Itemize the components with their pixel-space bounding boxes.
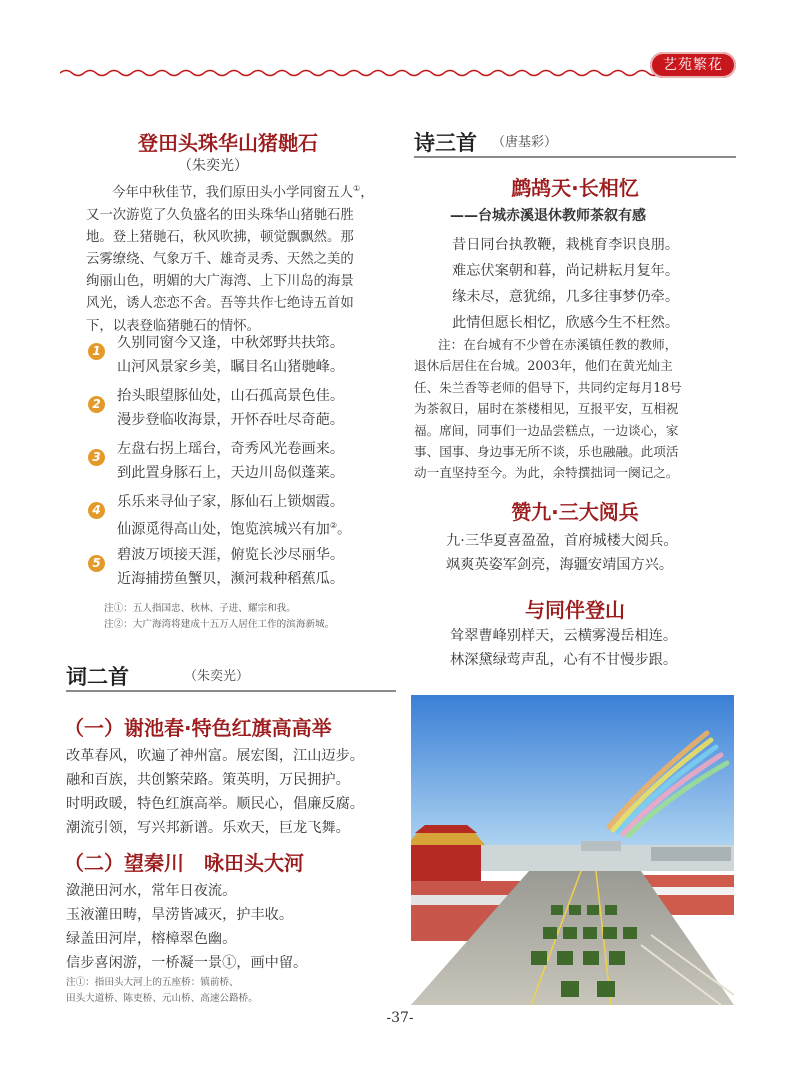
ci-part1-title: （一）谢池春·特色红旗高高举: [64, 716, 332, 740]
poem1-subtitle: ——台城赤溪退休教师茶叙有感: [450, 208, 646, 224]
ci-part1-body: 改革春风，吹遍了神州富。展宏图，江山迈步。 融和百族，共创繁荣路。策英明，万民拥护。 时明政暖，特色红旗高举。顺民心，倡廉反腐。 潮流引领，写兴邦新谱。乐欢天，巨龙飞舞。: [66, 748, 364, 836]
poem1-body: 昔日同台执教鞭，栽桃育李识良朋。 难忘伏案朝和暮，尚记耕耘月复年。 缘未尽，意犹绵，几多往事梦仍牵。 此情但愿长相忆，欣感今生不枉然。: [452, 237, 680, 331]
section-badge: 艺苑繁花: [650, 52, 736, 78]
poem-title: 登田头珠华山猪毑石: [138, 131, 318, 155]
parade-photo: [411, 695, 734, 1005]
intro-line: 绚丽山色，明媚的大广海湾、上下川岛的海景: [86, 274, 354, 290]
ci-part2-title: （二）望秦川 咏田头大河: [64, 851, 304, 875]
intro-line: 风光，诱人恋恋不舍。吾等共作七绝诗五首如: [86, 296, 354, 312]
stanza-1: 久别同窗今又逢，中秋郊野共扶筇。 山河风景家乡美，瞩目名山猪毑峰。: [117, 335, 345, 375]
stanza-number-3: 3: [88, 449, 105, 466]
section-author-shi: （唐基彩）: [492, 135, 558, 150]
ci-notes: 注①：指田头大河上的五座桥：镇前桥、 田头大道桥、陈吏桥、元山桥、高速公路桥。: [66, 977, 258, 1004]
stanza-number-5: 5: [88, 555, 105, 572]
intro-line: 云雾缭绕、气象万千、雄奇灵秀、天然之美的: [86, 252, 354, 268]
stanza-number-4: 4: [88, 502, 105, 519]
stanza-number-1: 1: [88, 343, 105, 360]
section-author-ci: （朱奕光）: [184, 669, 250, 684]
stanza-2: 抬头眼望豚仙处，山石孤高景色佳。 漫步登临收海景，开怀吞吐尽奇葩。: [117, 388, 345, 428]
poem1-note: 注：在台城有不少曾在赤溪镇任教的教师， 退休后居住在台城。2003年，他们在黄光灿主 任、朱兰香等老师的倡导下，共同约定每月18号 为茶叙日，届时在茶楼相见，互报平安，互相祝 福。席间，同事们一边品尝糕点，一边谈心，家 事、国事、身边事无所不谈，乐也融融。此项活 动一直坚持至今。为此，余特撰拙词一阕记之。: [414, 337, 682, 481]
section-divider: [414, 156, 736, 158]
stanza-5: 碧波万顷接天涯，俯览长沙尽丽华。 近海捕捞鱼蟹贝，濒河栽种稻蕉瓜。: [117, 547, 345, 587]
poem3-title: 与同伴登山: [525, 598, 625, 622]
poem2-body: 九·三华夏喜盈盈，首府城楼大阅兵。 飒爽英姿军剑亮，海疆安靖国方兴。: [446, 533, 678, 573]
section-title-shi: 诗三首: [414, 131, 477, 155]
poem2-title: 赞九·三大阅兵: [511, 500, 639, 524]
poem-intro: [86, 178, 386, 338]
section-title-ci: 词二首: [66, 665, 129, 689]
intro-line: 下，以表登临猪毑石的情怀。: [86, 318, 261, 334]
ci-part2-body: 潋滟田河水，常年日夜流。 玉液灌田畴，旱涝皆减灭，护丰收。 绿盖田河岸，榕樟翠色幽。 信步喜闲游，一桥凝一景①，画中留。: [66, 883, 308, 971]
poem1-title: 鹧鸪天·长相忆: [511, 176, 639, 200]
poem-author: （朱奕光）: [178, 158, 248, 174]
poem-notes: 注①：五人指国忠、秋林、子进、耀宗和我。 注②：大广海湾将建成十五万人居住工作的滨海新城。: [104, 603, 335, 630]
page-number: -37-: [386, 1010, 414, 1026]
intro-line: 又一次游览了久负盛名的田头珠华山猪毑石胜: [86, 207, 354, 223]
intro-line: 今年中秋佳节，我们原田头小学同窗五人①，: [112, 184, 374, 201]
stanza-4: 乐乐来寻仙子家，豚仙石上锁烟霞。 仙源觅得高山处，饱览滨城兴有加②。: [117, 494, 352, 538]
stanza-number-2: 2: [88, 396, 105, 413]
intro-line: 地。登上猪毑石，秋风吹拂，顿觉飘飘然。那: [86, 229, 354, 245]
section-divider: [66, 690, 396, 692]
poem3-body: 耸翠曹峰别样天，云横雾漫岳相连。 林深黛绿莺声乱，心有不甘慢步跟。: [450, 628, 678, 668]
stanza-3: 左盘右拐上瑶台，奇秀风光卷画来。 到此置身豚石上，天边川岛似蓬莱。: [117, 441, 345, 481]
header-wave-decoration: [60, 66, 722, 80]
